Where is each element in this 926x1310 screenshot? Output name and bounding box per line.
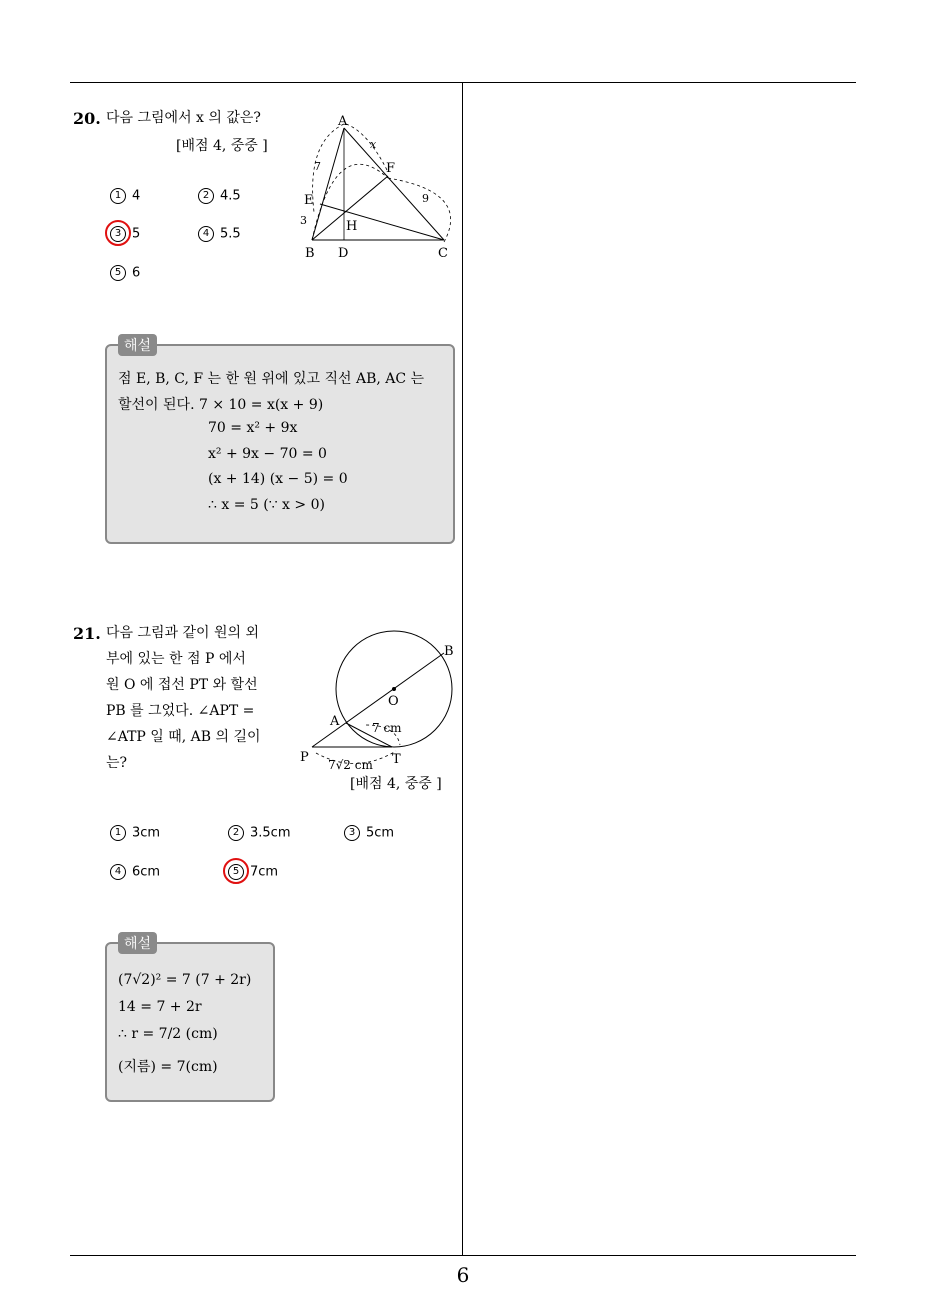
dashed-arc-af — [346, 124, 388, 172]
q20-solution-line: 점 E, B, C, F 는 한 원 위에 있고 직선 AB, AC 는 — [118, 371, 425, 387]
segment-af-length: x — [370, 138, 377, 151]
label-d: D — [338, 246, 349, 261]
question-21-figure — [296, 625, 461, 775]
side-ac — [344, 128, 444, 240]
q21-solution-line: (7√2)² = 7 (7 + 2r) — [118, 972, 252, 988]
q20-solution-tab: 해설 — [118, 334, 157, 356]
q21-solution-line: 14 = 7 + 2r — [118, 999, 202, 1015]
label-e: E — [304, 193, 314, 208]
question-21-meta: [배점 4, 중중 ] — [350, 776, 442, 792]
q20-choice-2[interactable]: 2 4.5 — [198, 188, 241, 204]
q20-solution-line: (x + 14) (x − 5) = 0 — [208, 471, 348, 487]
q20-solution-line: ∴ x = 5 (∵ x > 0) — [208, 497, 325, 513]
segment-fc-length: 9 — [422, 192, 429, 205]
q21-solution-line: ∴ r = 7/2 (cm) — [118, 1026, 218, 1042]
altitude-ce — [320, 204, 444, 240]
q21-solution-line: (지름) = 7(cm) — [118, 1059, 218, 1075]
answer-circle: 5 — [228, 864, 250, 880]
question-20-meta: [배점 4, 중중 ] — [176, 138, 268, 154]
bottom-rule — [70, 1255, 856, 1256]
q20-solution-line: x² + 9x − 70 = 0 — [208, 446, 327, 462]
q21-solution-tab: 해설 — [118, 932, 157, 954]
label-o: O — [388, 694, 399, 709]
q20-choice-5[interactable]: 5 6 — [110, 265, 140, 281]
question-20-text: 다음 그림에서 x 의 값은? — [106, 110, 261, 126]
label-f: F — [386, 161, 396, 176]
q21-choice-3[interactable]: 3 5cm — [344, 825, 394, 841]
label-b: B — [305, 246, 315, 261]
label-c: C — [438, 246, 448, 261]
q21-choice-5[interactable]: 5 7cm — [228, 864, 278, 880]
question-20-figure — [296, 112, 456, 262]
label-a: A — [330, 714, 340, 729]
label-t: T — [392, 752, 401, 767]
q21-choice-2[interactable]: 2 3.5cm — [228, 825, 291, 841]
question-21-text: 다음 그림과 같이 원의 외 부에 있는 한 점 P 에서 원 O 에 접선 PT 와 할선 PB 를 그었다. ∠APT = ∠ATP 일 때, AB 의 길이 는? — [106, 625, 261, 771]
q20-choice-4[interactable]: 4 5.5 — [198, 226, 241, 242]
question-20-number: 20. — [73, 109, 101, 128]
top-rule — [70, 82, 856, 83]
label-a: A — [338, 114, 348, 129]
column-divider — [462, 82, 463, 1255]
q21-choice-4[interactable]: 4 6cm — [110, 864, 160, 880]
question-21-number: 21. — [73, 624, 101, 643]
label-b: B — [444, 644, 454, 659]
answer-circle: 3 — [110, 226, 132, 242]
label-h: H — [346, 219, 358, 234]
segment-ae-length: 7 — [314, 160, 321, 173]
q20-solution-line: 70 = x² + 9x — [208, 420, 298, 436]
segment-at-length: 7 cm — [372, 721, 402, 735]
segment-pt-length: 7√2 cm — [328, 758, 373, 772]
q21-choice-1[interactable]: 1 3cm — [110, 825, 160, 841]
side-ab — [312, 128, 344, 240]
page-number: 6 — [456, 1263, 470, 1287]
segment-eb-length: 3 — [300, 214, 307, 227]
q20-choice-3[interactable]: 3 5 — [110, 226, 140, 242]
label-p: P — [300, 750, 309, 765]
q20-choice-1[interactable]: 1 4 — [110, 188, 140, 204]
q20-solution-line: 할선이 된다. 7 × 10 = x(x + 9) — [118, 397, 324, 413]
q21-solution-box — [105, 942, 275, 1102]
